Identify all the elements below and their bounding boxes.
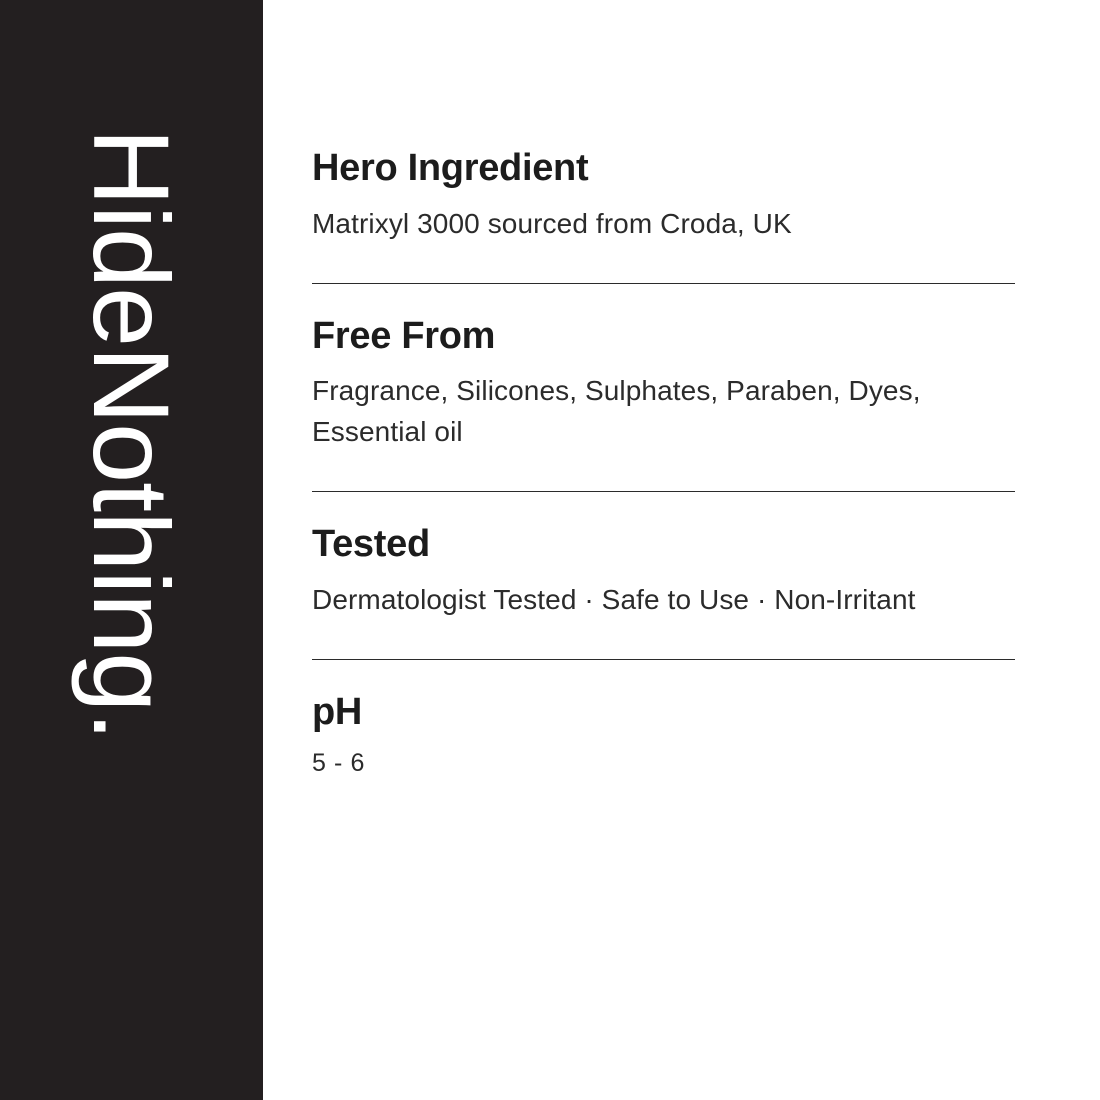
claims-content [263,0,1100,1100]
section-body: Matrixyl 3000 sourced from Croda, UK [312,207,792,239]
section-title: Free From [312,314,496,357]
section-title: Hero Ingredient [312,147,589,189]
section-free-from [312,316,1015,454]
section-body: Fragrance, Silicones, Sulphates, Paraben, Dyes, Essential oil [312,375,921,448]
section-title: pH [312,690,363,733]
bottom-spacer [312,781,1015,901]
section-body: 5 - 6 [312,748,366,777]
section-divider [312,283,1015,284]
section-title: Tested [312,523,430,566]
section-divider [312,491,1015,492]
section-tested [312,524,1015,621]
section-ph [312,692,1015,781]
section-divider [312,659,1015,660]
section-body: Dermatologist Tested · Safe to Use · Non-Irritant [312,584,916,616]
section-hero-ingredient [312,148,1015,245]
brand-wordmark: HideNothing. [71,128,193,741]
brand-band [0,0,263,1100]
